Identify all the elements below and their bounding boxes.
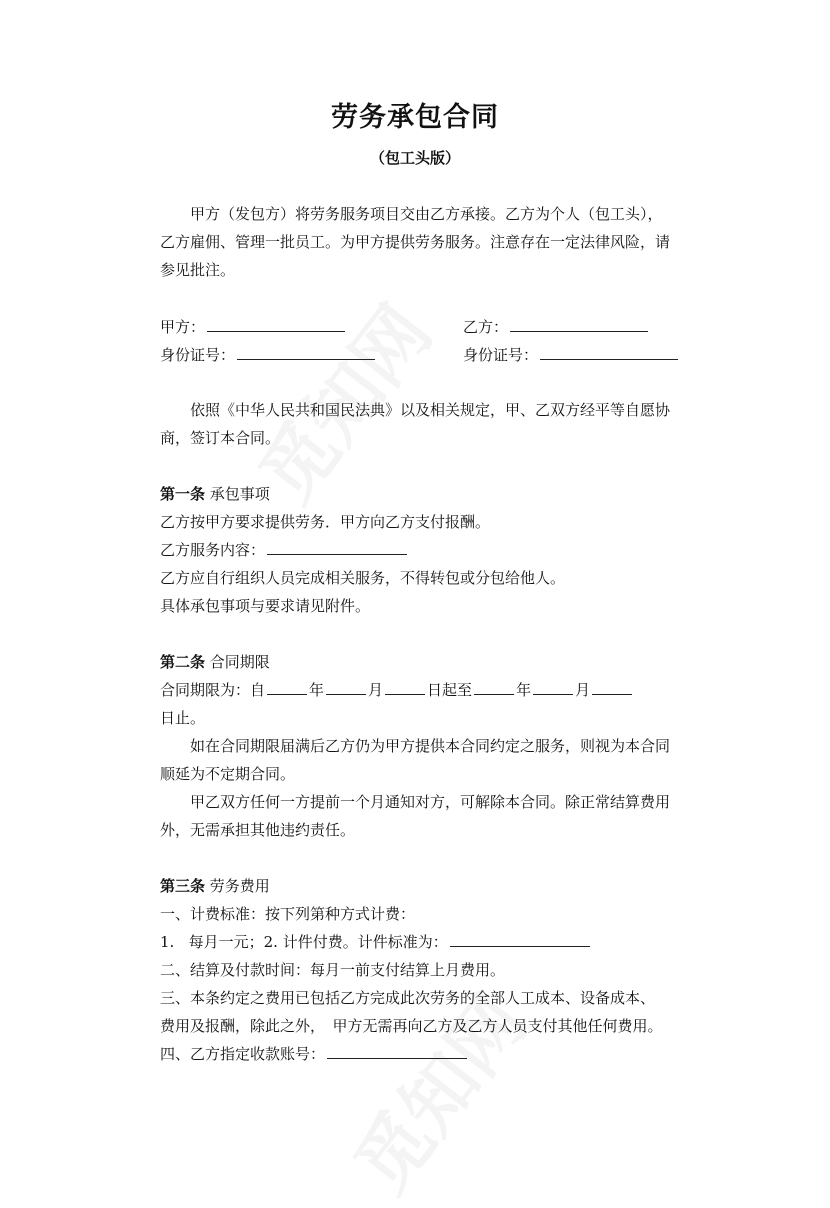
article-1-line: 乙方按甲方要求提供劳务．甲方向乙方支付报酬。 <box>160 513 491 531</box>
party-a-label: 甲方： <box>160 318 206 336</box>
year-label: 年 <box>309 681 325 699</box>
account-label: 四、乙方指定收款账号： <box>160 1045 326 1063</box>
party-a-row <box>160 313 347 341</box>
article-2-title: 合同期限 <box>209 653 270 671</box>
party-b-field[interactable] <box>510 314 648 332</box>
basis-line: 商，签订本合同。 <box>160 429 281 447</box>
term-label: 合同期限为：自 <box>160 681 266 699</box>
contract-title: 劳务承包合同 <box>331 102 499 133</box>
term-end-line: 日止。 <box>160 709 206 727</box>
basis-line: 依照《中华人民共和国民法典》以及相关规定，甲、乙双方经平等自愿协 <box>190 401 671 419</box>
start-day-field[interactable] <box>385 677 425 695</box>
day-from-label: 日起至 <box>427 681 473 699</box>
year-label: 年 <box>516 681 532 699</box>
account-row <box>160 1040 700 1068</box>
id-a-label: 身份证号： <box>160 346 236 364</box>
id-b-row <box>463 341 680 369</box>
id-b-label: 身份证号： <box>463 346 539 364</box>
article-3 <box>160 872 700 1068</box>
month-label: 月 <box>368 681 384 699</box>
account-field[interactable] <box>327 1041 467 1059</box>
article-3-item: 一、计费标准：按下列第种方式计费： <box>160 905 416 923</box>
article-1-line: 乙方应自行组织人员完成相关服务，不得转包或分包给他人。 <box>160 569 566 587</box>
contract-subtitle: （包工头版） <box>369 149 460 167</box>
service-content-row <box>160 536 700 564</box>
service-content-label: 乙方服务内容： <box>160 541 266 559</box>
article-3-item: 二、结算及付款时间：每月一前支付结算上月费用。 <box>160 961 506 979</box>
article-3-title: 劳务费用 <box>209 877 270 895</box>
piece-rate-field[interactable] <box>450 929 590 947</box>
article-2-heading <box>160 648 700 676</box>
start-year-field[interactable] <box>267 677 307 695</box>
piece-rate-label: 1. 每月一元；2. 计件付费。计件标准为： <box>160 933 448 951</box>
article-2-line: 甲乙双方任何一方提前一个月通知对方，可解除本合同。除正常结算费用 <box>190 793 671 811</box>
article-2 <box>160 648 700 844</box>
end-month-field[interactable] <box>533 677 573 695</box>
article-3-item: 费用及报酬，除此之外， 甲方无需再向乙方及乙方人员支付其他任何费用。 <box>160 1017 663 1035</box>
id-a-row <box>160 341 377 369</box>
party-b-label: 乙方： <box>463 318 509 336</box>
intro-paragraph <box>160 200 700 284</box>
end-day-field[interactable] <box>592 677 632 695</box>
month-label: 月 <box>575 681 591 699</box>
service-content-field[interactable] <box>267 537 407 555</box>
article-3-item: 三、本条约定之费用已包括乙方完成此次劳务的全部人工成本、设备成本、 <box>160 989 656 1007</box>
article-2-number: 第二条 <box>160 653 206 671</box>
article-3-heading <box>160 872 700 900</box>
parties-section <box>160 313 720 369</box>
article-1-heading <box>160 480 700 508</box>
article-2-line: 顺延为不定期合同。 <box>160 765 296 783</box>
id-a-field[interactable] <box>237 342 375 360</box>
article-2-line: 如在合同期限届满后乙方仍为甲方提供本合同约定之服务，则视为本合同 <box>190 737 671 755</box>
article-1-title: 承包事项 <box>209 485 270 503</box>
intro-line: 参见批注。 <box>160 261 236 279</box>
id-b-field[interactable] <box>540 342 678 360</box>
intro-line: 甲方（发包方）将劳务服务项目交由乙方承接。乙方为个人（包工头）， <box>190 205 663 223</box>
end-year-field[interactable] <box>474 677 514 695</box>
party-a-field[interactable] <box>207 314 345 332</box>
article-3-number: 第三条 <box>160 877 206 895</box>
article-1-line: 具体承包事项与要求请见附件。 <box>160 597 371 615</box>
article-2-line: 外，无需承担其他违约责任。 <box>160 821 356 839</box>
basis-paragraph <box>160 396 700 452</box>
party-b-row <box>463 313 650 341</box>
term-row <box>160 676 700 704</box>
intro-line: 乙方雇佣、管理一批员工。为甲方提供劳务服务。注意存在一定法律风险，请 <box>160 233 671 251</box>
start-month-field[interactable] <box>326 677 366 695</box>
article-1 <box>160 480 700 620</box>
article-1-number: 第一条 <box>160 485 206 503</box>
piece-rate-row <box>160 928 700 956</box>
